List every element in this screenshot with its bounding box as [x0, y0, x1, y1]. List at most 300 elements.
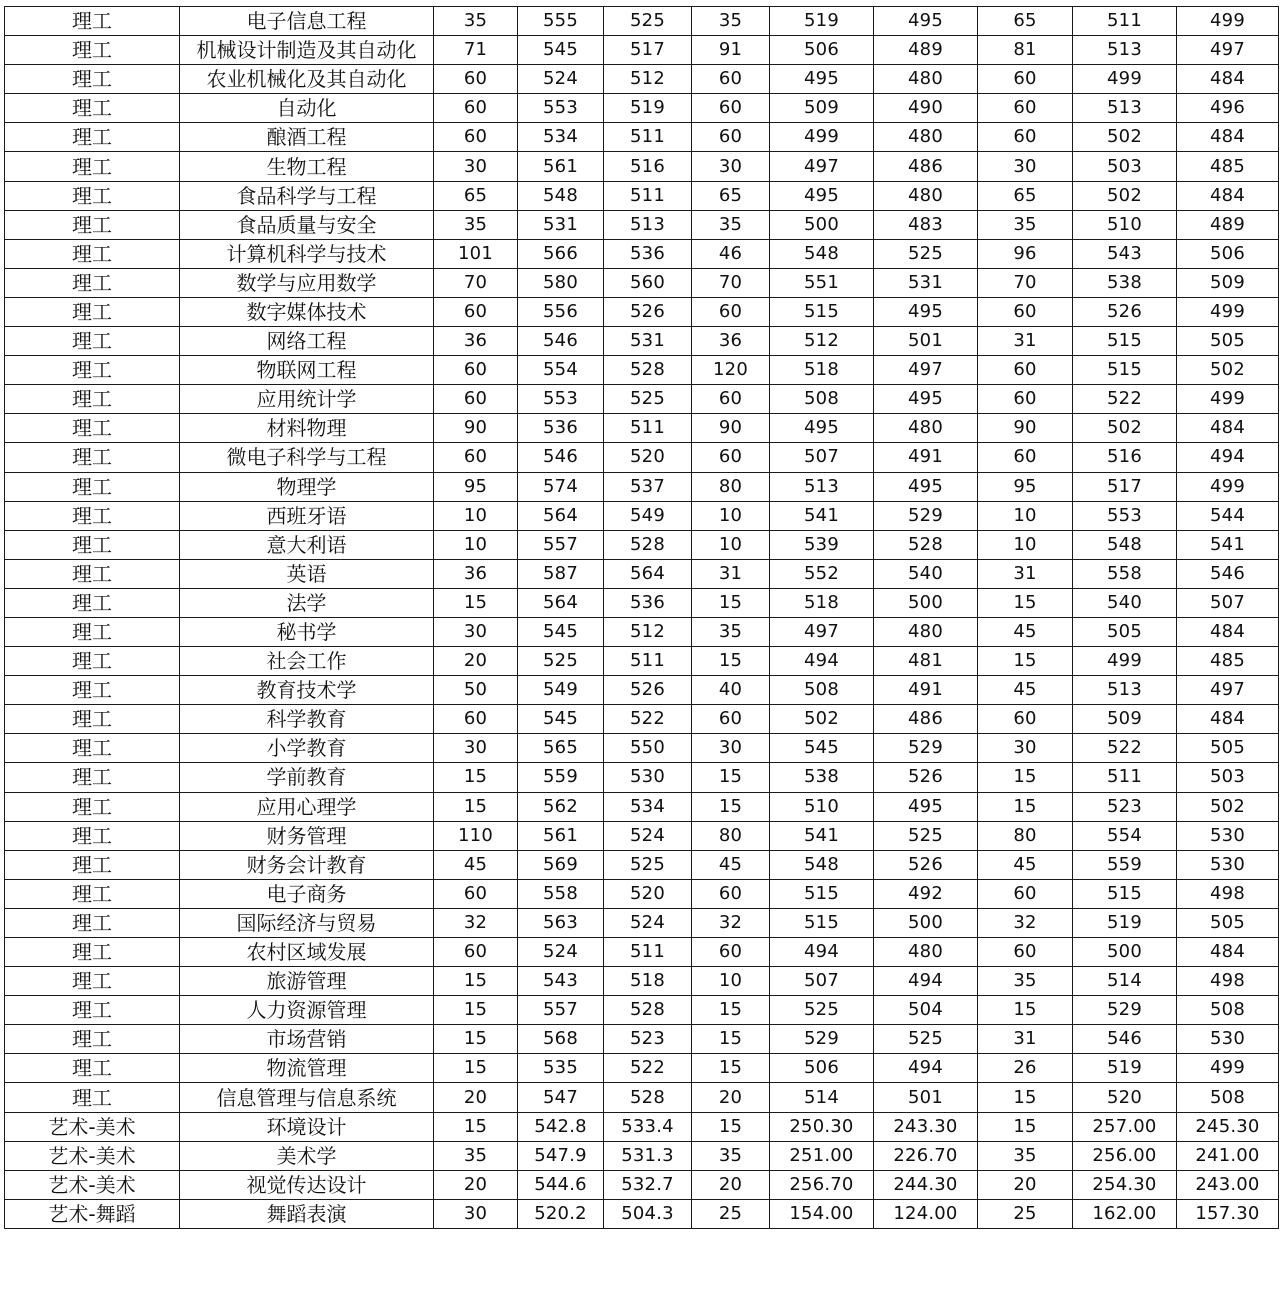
plan-count-1-cell: 50 — [434, 676, 518, 705]
max-score-1-cell: 561 — [518, 152, 604, 181]
min-score-3-cell: 484 — [1177, 938, 1279, 967]
major-cell: 微电子科学与工程 — [180, 443, 434, 472]
table-row — [5, 239, 1279, 268]
plan-count-2-cell: 60 — [692, 443, 770, 472]
plan-count-3-cell: 60 — [978, 123, 1073, 152]
min-score-3-cell: 502 — [1177, 356, 1279, 385]
major-cell: 物流管理 — [180, 1054, 434, 1083]
min-score-1-cell: 560 — [604, 268, 692, 297]
plan-count-3-cell: 65 — [978, 181, 1073, 210]
min-score-2-cell: 243.30 — [874, 1112, 978, 1141]
max-score-1-cell: 543 — [518, 967, 604, 996]
plan-count-1-cell: 60 — [434, 879, 518, 908]
plan-count-3-cell: 15 — [978, 588, 1073, 617]
table-row — [5, 734, 1279, 763]
plan-count-3-cell: 15 — [978, 763, 1073, 792]
max-score-1-cell: 564 — [518, 588, 604, 617]
max-score-3-cell: 503 — [1073, 152, 1177, 181]
plan-count-1-cell: 32 — [434, 908, 518, 937]
max-score-1-cell: 545 — [518, 617, 604, 646]
min-score-1-cell: 530 — [604, 763, 692, 792]
plan-count-1-cell: 60 — [434, 443, 518, 472]
min-score-3-cell: 507 — [1177, 588, 1279, 617]
min-score-2-cell: 226.70 — [874, 1141, 978, 1170]
plan-count-1-cell: 110 — [434, 821, 518, 850]
min-score-2-cell: 495 — [874, 7, 978, 36]
plan-count-1-cell: 15 — [434, 1025, 518, 1054]
max-score-1-cell: 553 — [518, 385, 604, 414]
max-score-3-cell: 543 — [1073, 239, 1177, 268]
max-score-3-cell: 162.00 — [1073, 1199, 1177, 1228]
plan-count-1-cell: 15 — [434, 996, 518, 1025]
plan-count-2-cell: 15 — [692, 792, 770, 821]
min-score-2-cell: 480 — [874, 123, 978, 152]
max-score-2-cell: 515 — [770, 908, 874, 937]
table-row — [5, 792, 1279, 821]
plan-count-2-cell: 10 — [692, 967, 770, 996]
max-score-3-cell: 513 — [1073, 94, 1177, 123]
score-table — [4, 6, 1279, 1229]
major-cell: 舞蹈表演 — [180, 1199, 434, 1228]
plan-count-3-cell: 10 — [978, 530, 1073, 559]
plan-count-3-cell: 15 — [978, 996, 1073, 1025]
major-cell: 自动化 — [180, 94, 434, 123]
max-score-2-cell: 541 — [770, 821, 874, 850]
category-cell: 理工 — [5, 850, 180, 879]
max-score-1-cell: 546 — [518, 443, 604, 472]
min-score-1-cell: 526 — [604, 297, 692, 326]
major-cell: 物理学 — [180, 472, 434, 501]
min-score-1-cell: 528 — [604, 1083, 692, 1112]
min-score-2-cell: 124.00 — [874, 1199, 978, 1228]
min-score-2-cell: 526 — [874, 850, 978, 879]
plan-count-2-cell: 30 — [692, 152, 770, 181]
plan-count-1-cell: 45 — [434, 850, 518, 879]
max-score-1-cell: 556 — [518, 297, 604, 326]
max-score-1-cell: 545 — [518, 705, 604, 734]
plan-count-3-cell: 15 — [978, 1083, 1073, 1112]
min-score-3-cell: 499 — [1177, 472, 1279, 501]
table-row — [5, 821, 1279, 850]
category-cell: 理工 — [5, 647, 180, 676]
plan-count-2-cell: 15 — [692, 588, 770, 617]
max-score-1-cell: 557 — [518, 530, 604, 559]
max-score-1-cell: 561 — [518, 821, 604, 850]
min-score-2-cell: 492 — [874, 879, 978, 908]
min-score-3-cell: 497 — [1177, 676, 1279, 705]
min-score-3-cell: 489 — [1177, 210, 1279, 239]
plan-count-2-cell: 80 — [692, 472, 770, 501]
max-score-3-cell: 515 — [1073, 356, 1177, 385]
max-score-3-cell: 502 — [1073, 181, 1177, 210]
max-score-1-cell: 549 — [518, 676, 604, 705]
max-score-2-cell: 514 — [770, 1083, 874, 1112]
min-score-1-cell: 533.4 — [604, 1112, 692, 1141]
max-score-3-cell: 529 — [1073, 996, 1177, 1025]
min-score-2-cell: 494 — [874, 1054, 978, 1083]
plan-count-1-cell: 36 — [434, 559, 518, 588]
min-score-3-cell: 530 — [1177, 821, 1279, 850]
plan-count-2-cell: 20 — [692, 1170, 770, 1199]
max-score-1-cell: 555 — [518, 7, 604, 36]
min-score-1-cell: 564 — [604, 559, 692, 588]
min-score-3-cell: 484 — [1177, 414, 1279, 443]
min-score-2-cell: 490 — [874, 94, 978, 123]
max-score-2-cell: 251.00 — [770, 1141, 874, 1170]
table-row — [5, 210, 1279, 239]
min-score-2-cell: 525 — [874, 1025, 978, 1054]
min-score-3-cell: 485 — [1177, 152, 1279, 181]
category-cell: 理工 — [5, 356, 180, 385]
max-score-2-cell: 502 — [770, 705, 874, 734]
major-cell: 电子信息工程 — [180, 7, 434, 36]
table-body — [5, 7, 1279, 1229]
max-score-1-cell: 574 — [518, 472, 604, 501]
major-cell: 环境设计 — [180, 1112, 434, 1141]
major-cell: 材料物理 — [180, 414, 434, 443]
max-score-2-cell: 525 — [770, 996, 874, 1025]
plan-count-1-cell: 65 — [434, 181, 518, 210]
plan-count-1-cell: 60 — [434, 297, 518, 326]
max-score-3-cell: 515 — [1073, 327, 1177, 356]
plan-count-3-cell: 32 — [978, 908, 1073, 937]
category-cell: 理工 — [5, 996, 180, 1025]
plan-count-1-cell: 36 — [434, 327, 518, 356]
major-cell: 应用统计学 — [180, 385, 434, 414]
min-score-2-cell: 525 — [874, 239, 978, 268]
plan-count-3-cell: 35 — [978, 210, 1073, 239]
min-score-3-cell: 499 — [1177, 297, 1279, 326]
plan-count-3-cell: 15 — [978, 647, 1073, 676]
plan-count-3-cell: 10 — [978, 501, 1073, 530]
max-score-1-cell: 542.8 — [518, 1112, 604, 1141]
plan-count-2-cell: 90 — [692, 414, 770, 443]
min-score-1-cell: 534 — [604, 792, 692, 821]
min-score-1-cell: 525 — [604, 385, 692, 414]
max-score-2-cell: 538 — [770, 763, 874, 792]
min-score-3-cell: 503 — [1177, 763, 1279, 792]
min-score-3-cell: 505 — [1177, 734, 1279, 763]
plan-count-3-cell: 60 — [978, 297, 1073, 326]
max-score-2-cell: 519 — [770, 7, 874, 36]
min-score-3-cell: 508 — [1177, 1083, 1279, 1112]
max-score-2-cell: 545 — [770, 734, 874, 763]
min-score-3-cell: 243.00 — [1177, 1170, 1279, 1199]
table-row — [5, 647, 1279, 676]
max-score-3-cell: 554 — [1073, 821, 1177, 850]
category-cell: 理工 — [5, 472, 180, 501]
plan-count-3-cell: 35 — [978, 967, 1073, 996]
table-row — [5, 443, 1279, 472]
table-row — [5, 938, 1279, 967]
major-cell: 国际经济与贸易 — [180, 908, 434, 937]
plan-count-2-cell: 25 — [692, 1199, 770, 1228]
max-score-2-cell: 548 — [770, 850, 874, 879]
plan-count-2-cell: 60 — [692, 123, 770, 152]
min-score-2-cell: 501 — [874, 327, 978, 356]
plan-count-1-cell: 35 — [434, 7, 518, 36]
plan-count-2-cell: 30 — [692, 734, 770, 763]
major-cell: 财务会计教育 — [180, 850, 434, 879]
max-score-2-cell: 494 — [770, 938, 874, 967]
category-cell: 理工 — [5, 734, 180, 763]
max-score-1-cell: 568 — [518, 1025, 604, 1054]
min-score-2-cell: 480 — [874, 414, 978, 443]
max-score-1-cell: 559 — [518, 763, 604, 792]
plan-count-3-cell: 60 — [978, 879, 1073, 908]
min-score-3-cell: 505 — [1177, 908, 1279, 937]
table-row — [5, 1170, 1279, 1199]
min-score-2-cell: 529 — [874, 501, 978, 530]
min-score-1-cell: 528 — [604, 996, 692, 1025]
plan-count-3-cell: 81 — [978, 36, 1073, 65]
max-score-1-cell: 547 — [518, 1083, 604, 1112]
min-score-2-cell: 495 — [874, 297, 978, 326]
major-cell: 美术学 — [180, 1141, 434, 1170]
category-cell: 理工 — [5, 792, 180, 821]
plan-count-2-cell: 15 — [692, 1025, 770, 1054]
max-score-3-cell: 553 — [1073, 501, 1177, 530]
plan-count-3-cell: 15 — [978, 1112, 1073, 1141]
plan-count-1-cell: 20 — [434, 1170, 518, 1199]
max-score-1-cell: 524 — [518, 938, 604, 967]
min-score-2-cell: 483 — [874, 210, 978, 239]
max-score-1-cell: 565 — [518, 734, 604, 763]
category-cell: 艺术-美术 — [5, 1112, 180, 1141]
category-cell: 理工 — [5, 7, 180, 36]
min-score-2-cell: 486 — [874, 152, 978, 181]
table-row — [5, 530, 1279, 559]
category-cell: 理工 — [5, 559, 180, 588]
plan-count-2-cell: 120 — [692, 356, 770, 385]
max-score-2-cell: 548 — [770, 239, 874, 268]
max-score-3-cell: 499 — [1073, 65, 1177, 94]
major-cell: 人力资源管理 — [180, 996, 434, 1025]
major-cell: 机械设计制造及其自动化 — [180, 36, 434, 65]
min-score-1-cell: 520 — [604, 879, 692, 908]
min-score-1-cell: 549 — [604, 501, 692, 530]
plan-count-3-cell: 60 — [978, 705, 1073, 734]
table-row — [5, 559, 1279, 588]
category-cell: 理工 — [5, 821, 180, 850]
min-score-2-cell: 481 — [874, 647, 978, 676]
plan-count-2-cell: 60 — [692, 879, 770, 908]
major-cell: 视觉传达设计 — [180, 1170, 434, 1199]
min-score-1-cell: 526 — [604, 676, 692, 705]
max-score-2-cell: 515 — [770, 297, 874, 326]
plan-count-1-cell: 35 — [434, 1141, 518, 1170]
plan-count-2-cell: 60 — [692, 705, 770, 734]
min-score-2-cell: 495 — [874, 472, 978, 501]
table-row — [5, 385, 1279, 414]
major-cell: 应用心理学 — [180, 792, 434, 821]
table-row — [5, 996, 1279, 1025]
max-score-2-cell: 529 — [770, 1025, 874, 1054]
min-score-1-cell: 518 — [604, 967, 692, 996]
major-cell: 市场营销 — [180, 1025, 434, 1054]
min-score-2-cell: 504 — [874, 996, 978, 1025]
min-score-3-cell: 484 — [1177, 123, 1279, 152]
category-cell: 理工 — [5, 1083, 180, 1112]
category-cell: 艺术-美术 — [5, 1170, 180, 1199]
min-score-2-cell: 540 — [874, 559, 978, 588]
table-row — [5, 65, 1279, 94]
major-cell: 信息管理与信息系统 — [180, 1083, 434, 1112]
min-score-1-cell: 525 — [604, 850, 692, 879]
max-score-3-cell: 513 — [1073, 676, 1177, 705]
plan-count-2-cell: 60 — [692, 385, 770, 414]
min-score-1-cell: 511 — [604, 414, 692, 443]
max-score-2-cell: 509 — [770, 94, 874, 123]
plan-count-2-cell: 40 — [692, 676, 770, 705]
category-cell: 理工 — [5, 501, 180, 530]
plan-count-3-cell: 15 — [978, 792, 1073, 821]
max-score-1-cell: 520.2 — [518, 1199, 604, 1228]
max-score-3-cell: 510 — [1073, 210, 1177, 239]
max-score-2-cell: 494 — [770, 647, 874, 676]
table-row — [5, 181, 1279, 210]
category-cell: 理工 — [5, 385, 180, 414]
plan-count-2-cell: 60 — [692, 938, 770, 967]
max-score-2-cell: 541 — [770, 501, 874, 530]
table-row — [5, 94, 1279, 123]
category-cell: 理工 — [5, 65, 180, 94]
plan-count-2-cell: 15 — [692, 1112, 770, 1141]
plan-count-1-cell: 15 — [434, 967, 518, 996]
max-score-3-cell: 256.00 — [1073, 1141, 1177, 1170]
plan-count-2-cell: 46 — [692, 239, 770, 268]
plan-count-2-cell: 60 — [692, 94, 770, 123]
min-score-2-cell: 526 — [874, 763, 978, 792]
plan-count-3-cell: 60 — [978, 385, 1073, 414]
max-score-3-cell: 254.30 — [1073, 1170, 1177, 1199]
min-score-3-cell: 508 — [1177, 996, 1279, 1025]
min-score-3-cell: 541 — [1177, 530, 1279, 559]
min-score-1-cell: 537 — [604, 472, 692, 501]
max-score-2-cell: 551 — [770, 268, 874, 297]
min-score-1-cell: 512 — [604, 617, 692, 646]
max-score-2-cell: 518 — [770, 588, 874, 617]
plan-count-2-cell: 35 — [692, 617, 770, 646]
max-score-3-cell: 509 — [1073, 705, 1177, 734]
category-cell: 理工 — [5, 967, 180, 996]
major-cell: 数字媒体技术 — [180, 297, 434, 326]
min-score-1-cell: 519 — [604, 94, 692, 123]
max-score-2-cell: 506 — [770, 36, 874, 65]
max-score-3-cell: 257.00 — [1073, 1112, 1177, 1141]
plan-count-2-cell: 10 — [692, 530, 770, 559]
min-score-1-cell: 532.7 — [604, 1170, 692, 1199]
min-score-1-cell: 528 — [604, 356, 692, 385]
plan-count-3-cell: 60 — [978, 443, 1073, 472]
plan-count-3-cell: 65 — [978, 7, 1073, 36]
max-score-2-cell: 497 — [770, 617, 874, 646]
plan-count-3-cell: 30 — [978, 734, 1073, 763]
max-score-2-cell: 256.70 — [770, 1170, 874, 1199]
max-score-2-cell: 508 — [770, 385, 874, 414]
max-score-3-cell: 517 — [1073, 472, 1177, 501]
max-score-3-cell: 514 — [1073, 967, 1177, 996]
category-cell: 理工 — [5, 443, 180, 472]
min-score-3-cell: 484 — [1177, 181, 1279, 210]
min-score-2-cell: 480 — [874, 65, 978, 94]
major-cell: 法学 — [180, 588, 434, 617]
max-score-1-cell: 580 — [518, 268, 604, 297]
plan-count-2-cell: 32 — [692, 908, 770, 937]
max-score-3-cell: 500 — [1073, 938, 1177, 967]
max-score-1-cell: 566 — [518, 239, 604, 268]
category-cell: 理工 — [5, 676, 180, 705]
min-score-3-cell: 499 — [1177, 7, 1279, 36]
max-score-2-cell: 497 — [770, 152, 874, 181]
max-score-2-cell: 495 — [770, 414, 874, 443]
max-score-3-cell: 520 — [1073, 1083, 1177, 1112]
table-row — [5, 36, 1279, 65]
plan-count-1-cell: 30 — [434, 734, 518, 763]
major-cell: 教育技术学 — [180, 676, 434, 705]
plan-count-1-cell: 71 — [434, 36, 518, 65]
plan-count-2-cell: 15 — [692, 647, 770, 676]
plan-count-1-cell: 20 — [434, 1083, 518, 1112]
min-score-3-cell: 157.30 — [1177, 1199, 1279, 1228]
max-score-1-cell: 525 — [518, 647, 604, 676]
min-score-3-cell: 498 — [1177, 879, 1279, 908]
min-score-3-cell: 484 — [1177, 65, 1279, 94]
table-row — [5, 967, 1279, 996]
plan-count-1-cell: 15 — [434, 792, 518, 821]
min-score-2-cell: 491 — [874, 676, 978, 705]
major-cell: 电子商务 — [180, 879, 434, 908]
plan-count-3-cell: 26 — [978, 1054, 1073, 1083]
table-row — [5, 356, 1279, 385]
category-cell: 理工 — [5, 327, 180, 356]
category-cell: 理工 — [5, 1054, 180, 1083]
min-score-2-cell: 529 — [874, 734, 978, 763]
min-score-1-cell: 511 — [604, 647, 692, 676]
min-score-1-cell: 523 — [604, 1025, 692, 1054]
min-score-3-cell: 530 — [1177, 1025, 1279, 1054]
min-score-1-cell: 524 — [604, 821, 692, 850]
min-score-2-cell: 491 — [874, 443, 978, 472]
min-score-2-cell: 244.30 — [874, 1170, 978, 1199]
plan-count-2-cell: 91 — [692, 36, 770, 65]
table-row — [5, 414, 1279, 443]
plan-count-1-cell: 20 — [434, 647, 518, 676]
min-score-2-cell: 495 — [874, 385, 978, 414]
max-score-2-cell: 552 — [770, 559, 874, 588]
category-cell: 理工 — [5, 239, 180, 268]
plan-count-1-cell: 70 — [434, 268, 518, 297]
plan-count-1-cell: 15 — [434, 1112, 518, 1141]
table-row — [5, 1083, 1279, 1112]
min-score-2-cell: 531 — [874, 268, 978, 297]
plan-count-3-cell: 35 — [978, 1141, 1073, 1170]
plan-count-3-cell: 60 — [978, 65, 1073, 94]
major-cell: 旅游管理 — [180, 967, 434, 996]
max-score-2-cell: 518 — [770, 356, 874, 385]
category-cell: 理工 — [5, 414, 180, 443]
min-score-2-cell: 497 — [874, 356, 978, 385]
major-cell: 学前教育 — [180, 763, 434, 792]
category-cell: 理工 — [5, 908, 180, 937]
table-row — [5, 297, 1279, 326]
max-score-3-cell: 519 — [1073, 908, 1177, 937]
category-cell: 理工 — [5, 268, 180, 297]
max-score-1-cell: 564 — [518, 501, 604, 530]
major-cell: 生物工程 — [180, 152, 434, 181]
min-score-3-cell: 505 — [1177, 327, 1279, 356]
category-cell: 理工 — [5, 123, 180, 152]
